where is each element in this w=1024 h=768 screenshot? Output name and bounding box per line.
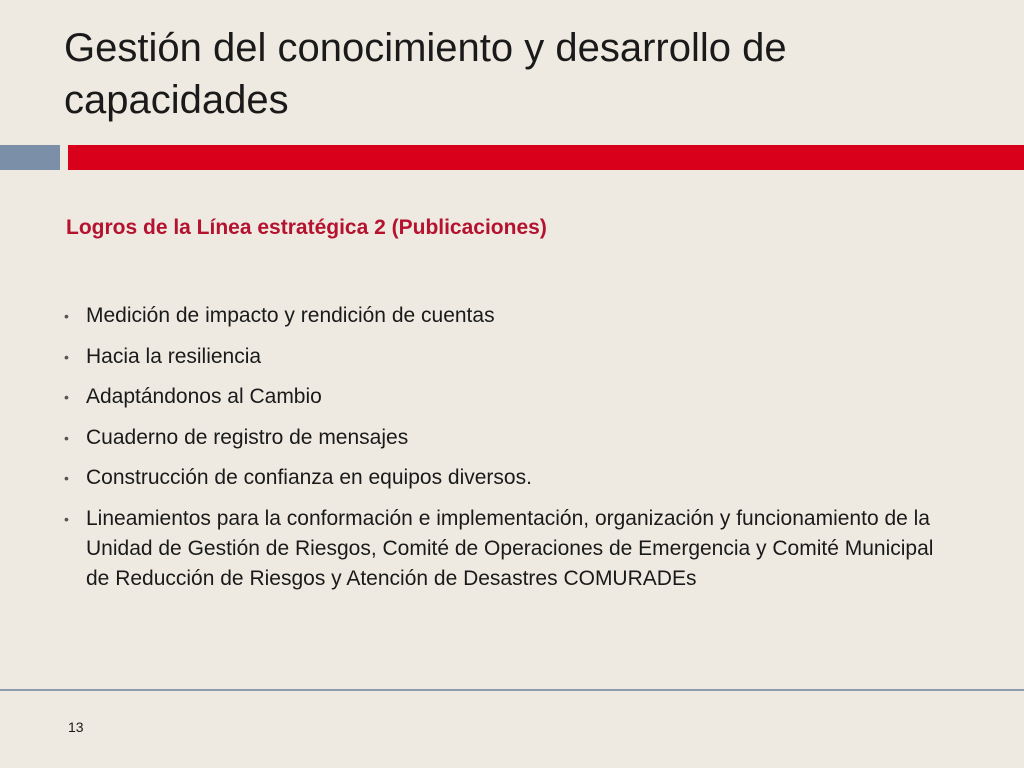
- bullet-item: [64, 423, 954, 453]
- bullet-dot-icon: •: [64, 510, 69, 527]
- bullet-dot-icon: •: [64, 389, 69, 405]
- footer-divider: [0, 689, 1024, 691]
- bullet-dot-icon: •: [64, 308, 69, 324]
- bullet-dot-icon: •: [64, 429, 69, 446]
- bullet-item: [64, 382, 954, 412]
- bullet-list: [64, 301, 954, 604]
- bullet-dot-icon: •: [64, 470, 69, 486]
- bullet-dot-icon: •: [64, 348, 69, 365]
- page-number: 13: [68, 719, 84, 735]
- bullet-text: Hacia la resiliencia: [86, 344, 262, 368]
- bullet-item: [64, 463, 954, 493]
- slide-title: Gestión del conocimiento y desarrollo de capacidades: [64, 26, 787, 122]
- bullet-text: Cuaderno de registro de mensajes: [86, 425, 409, 449]
- accent-bar-red: [68, 145, 1024, 170]
- bullet-item: [64, 504, 954, 594]
- bullet-item: [64, 301, 954, 331]
- bullet-text: Lineamientos para la conformación e implementación, organización y funcionamiento de la Unidad de Gestión de Riesgos, Comité de Operaciones de Emergencia y Comité Municipal de Reducción de Riesgos y Atención de Desastres COMURADEs: [86, 506, 934, 590]
- bullet-text: Medición de impacto y rendición de cuentas: [86, 304, 495, 327]
- bullet-text: Construcción de confianza en equipos diversos.: [86, 466, 532, 489]
- accent-bar-gray: [0, 145, 60, 170]
- section-subtitle: Logros de la Línea estratégica 2 (Publicaciones): [66, 216, 547, 239]
- bullet-text: Adaptándonos al Cambio: [86, 385, 322, 408]
- bullet-item: [64, 342, 954, 372]
